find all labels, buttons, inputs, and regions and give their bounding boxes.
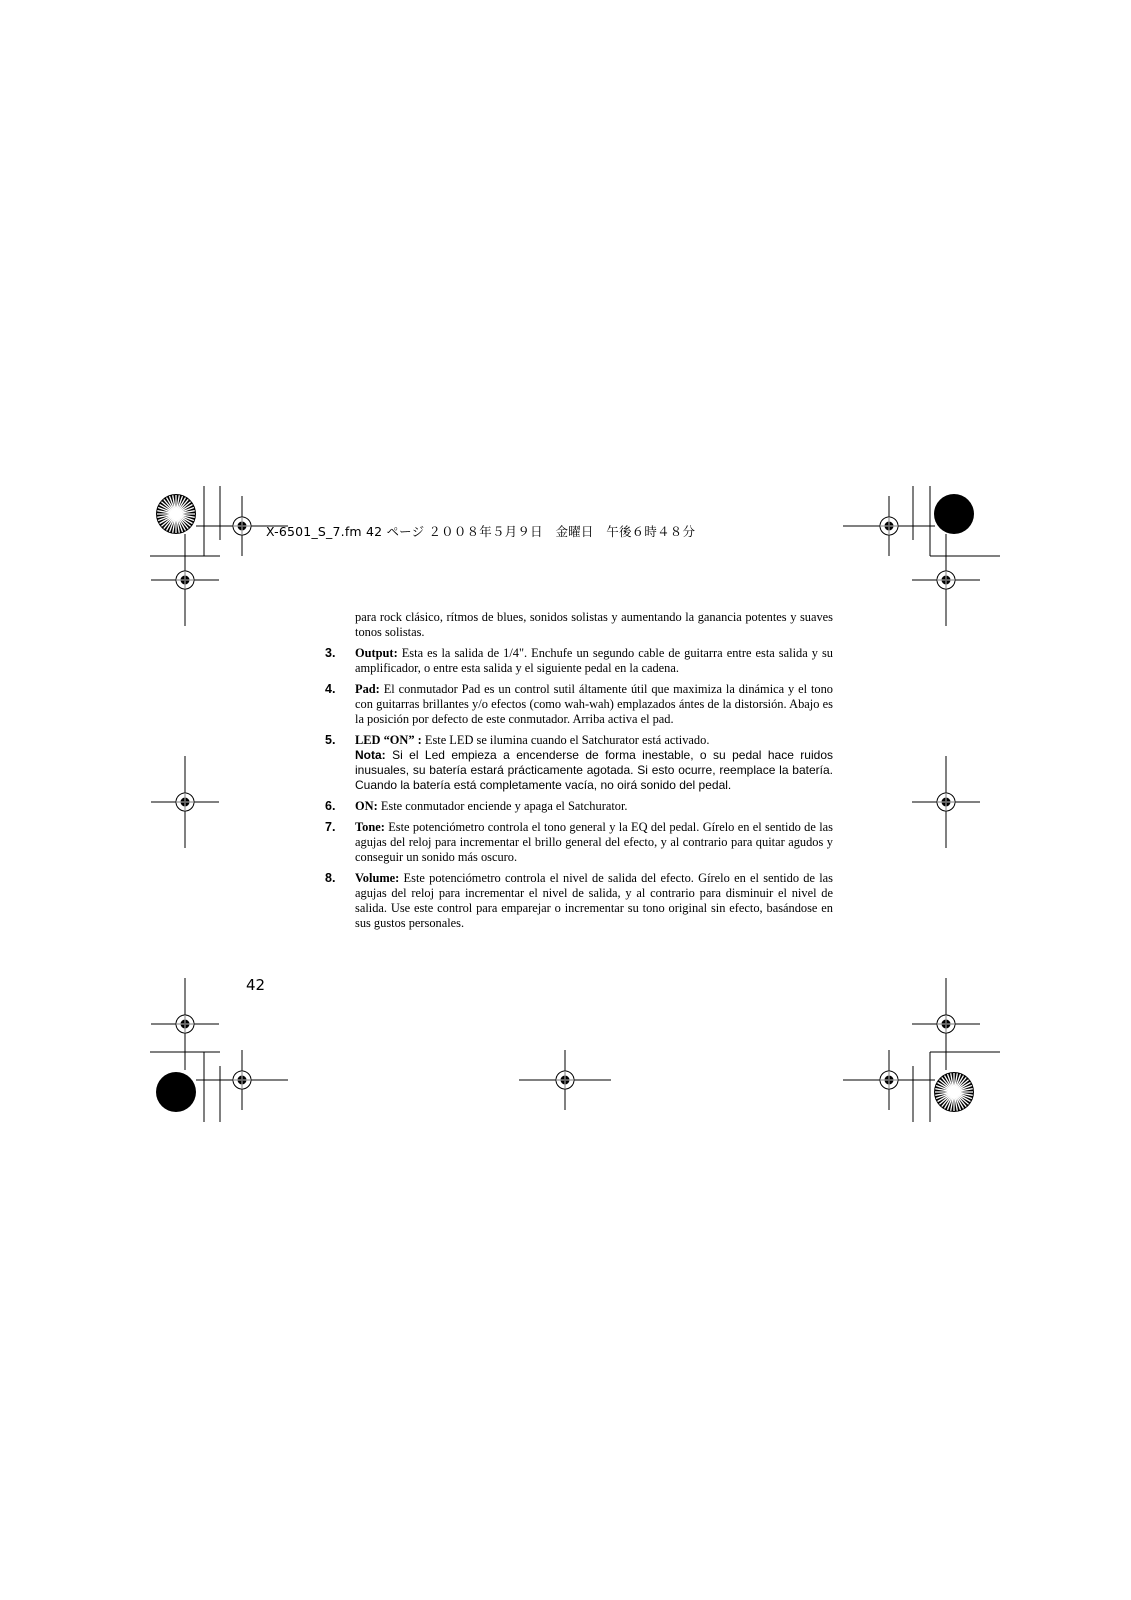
item-term: LED “ON” :: [355, 733, 422, 747]
solid-dot-mark-icon: [934, 494, 974, 534]
item-text: El conmutador Pad es un control sutil áltamente útil que maximiza la dinámica y el tono con guitarras brillantes y/o efectos (como wah-wah) emplazados ántes de la distorsión. Abajo es la posición por defecto de este conmutador. Arriba activa el pad.: [355, 682, 833, 726]
item-text: Este LED se ilumina cuando el Satchurator está activado.: [421, 733, 710, 747]
item-term: Output:: [355, 646, 398, 660]
registration-target-icon: [843, 496, 935, 556]
item-number: 7.: [325, 820, 336, 834]
note-label: Nota:: [355, 748, 386, 762]
item-number: 4.: [325, 682, 336, 696]
registration-target-icon: [843, 1050, 935, 1110]
item-number: 6.: [325, 799, 336, 813]
file-slug: X-6501_S_7.fm 42 ページ ２００８年５月９日 金曜日 午後６時４８分: [266, 524, 696, 539]
page-content: [325, 610, 833, 937]
list-item: [325, 733, 833, 793]
list-item: [325, 820, 833, 865]
item-term: Tone:: [355, 820, 385, 834]
list-item: [325, 799, 833, 814]
list-item: [325, 682, 833, 727]
note-block: [355, 748, 833, 793]
starburst-mark-icon: [156, 494, 196, 534]
item-number: 5.: [325, 733, 336, 747]
solid-dot-mark-icon: [156, 1072, 196, 1112]
list-item: [325, 646, 833, 676]
registration-target-icon: [196, 1050, 288, 1110]
registration-target-icon: [519, 1050, 611, 1110]
item-term: Volume:: [355, 871, 400, 885]
item-text: Este potenciómetro controla el tono general y la EQ del pedal. Gírelo en el sentido de las agujas del reloj para incrementar el brillo general del efecto, y al contrario para quitar agudos y conseguir un sonido más oscuro.: [355, 820, 833, 864]
registration-target-icon: [912, 756, 980, 848]
item-text: Este potenciómetro controla el nivel de salida del efecto. Gírelo en el sentido de las agujas del reloj para incrementar el nivel de salida, y al contrario para disminuir el nivel de salida. Use este control para emparejar o incrementar su tono original sin efecto, basándose en sus gustos personales.: [355, 871, 833, 930]
item-number: 8.: [325, 871, 336, 885]
page-number: 42: [246, 976, 266, 994]
registration-target-icon: [912, 534, 980, 626]
registration-target-icon: [912, 978, 980, 1070]
registration-target-icon: [151, 534, 219, 626]
list-item: [325, 871, 833, 931]
item-term: Pad:: [355, 682, 380, 696]
starburst-mark-icon: [934, 1072, 974, 1112]
item-term: ON:: [355, 799, 378, 813]
item-number: 3.: [325, 646, 336, 660]
registration-target-icon: [151, 978, 219, 1070]
item-text: Este conmutador enciende y apaga el Satchurator.: [377, 799, 628, 813]
note-text: Si el Led empieza a encenderse de forma inestable, o su pedal hace ruidos inusuales, su batería estará prácticamente agotada. Si esto ocurre, reemplace la batería. Cuando la batería está completamente vacía, no oirá sonido del pedal.: [355, 748, 833, 792]
registration-target-icon: [151, 756, 219, 848]
item-text: Esta es la salida de 1/4". Enchufe un segundo cable de guitarra entre esta salida y su amplificador, o entre esta salida y el siguiente pedal en la cadena.: [355, 646, 833, 675]
intro-paragraph: para rock clásico, rítmos de blues, sonidos solistas y aumentando la ganancia potentes y suaves tonos solistas.: [355, 610, 833, 639]
